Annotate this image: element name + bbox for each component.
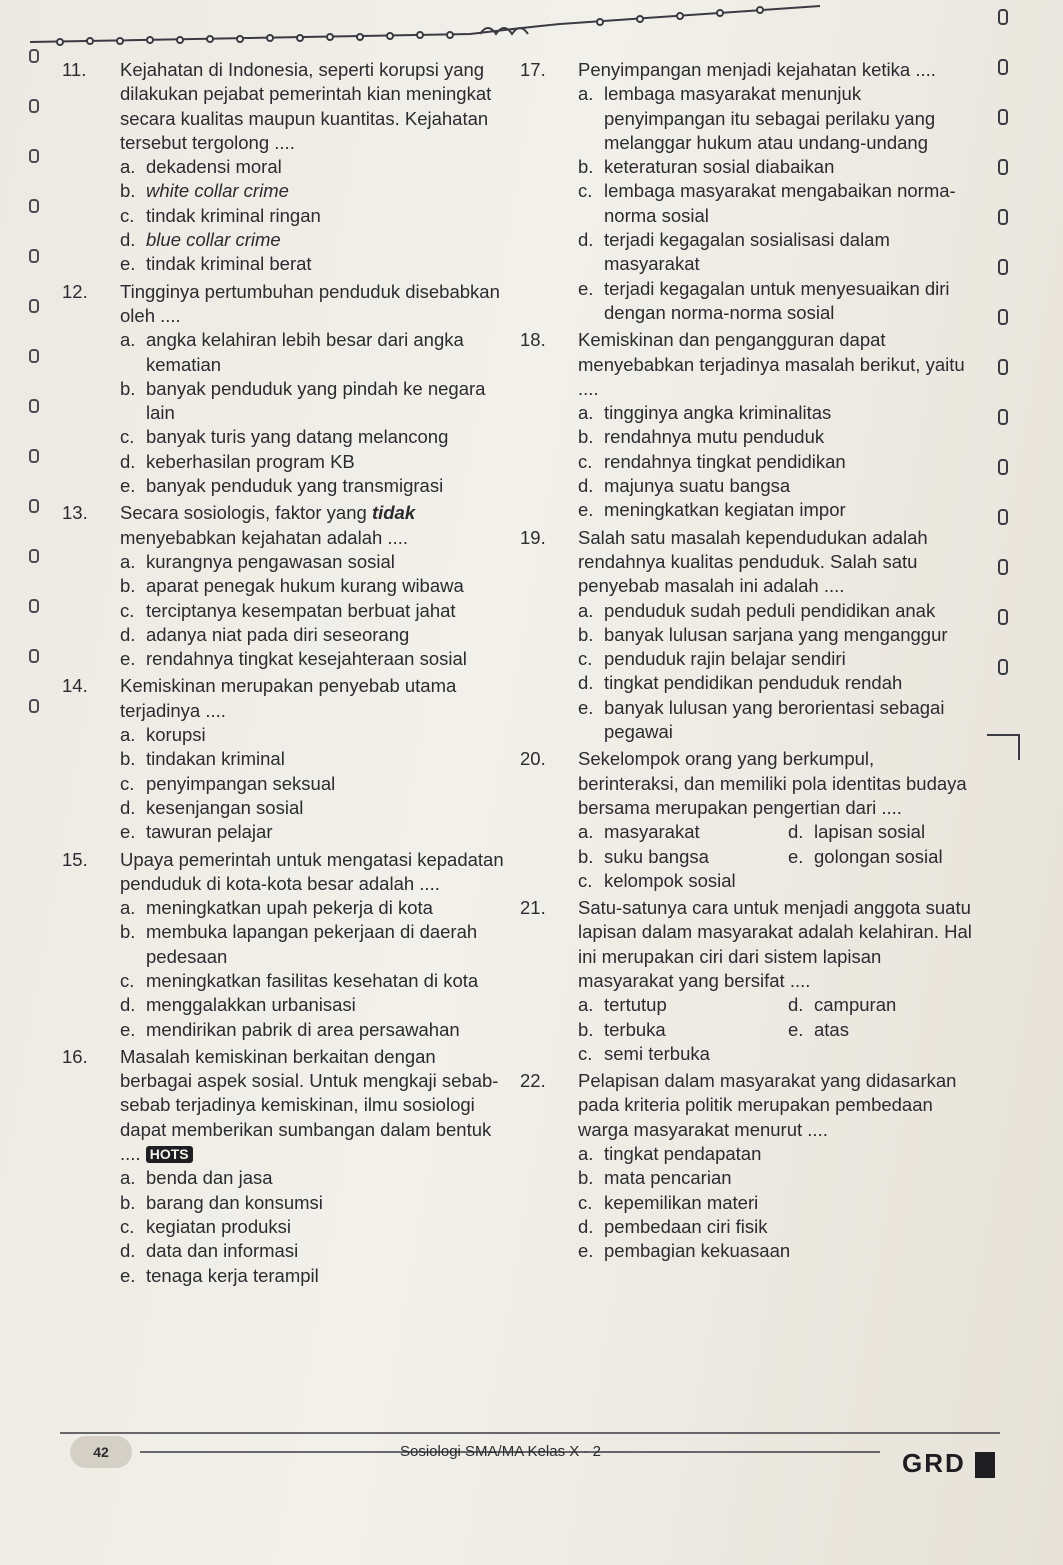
option-d[interactable]: d. kesenjangan sosial bbox=[120, 796, 304, 818]
option-e[interactable]: e. terjadi kegagalan untuk menyesuaikan diri dengan norma-norma sosial bbox=[578, 277, 950, 323]
option-b[interactable]: b. mata pencarian bbox=[578, 1167, 732, 1189]
question-number: 19. bbox=[520, 526, 546, 548]
question-21 bbox=[520, 896, 975, 1066]
option-e[interactable]: e. rendahnya tingkat kesejahteraan sosial bbox=[120, 648, 467, 670]
question-20 bbox=[520, 747, 975, 893]
option-b[interactable]: b. rendahnya mutu penduduk bbox=[578, 426, 825, 448]
option-e[interactable]: e. tindak kriminal berat bbox=[120, 253, 312, 275]
option-d[interactable]: d. menggalakkan urbanisasi bbox=[120, 994, 356, 1016]
option-c[interactable]: c. kegiatan produksi bbox=[120, 1215, 292, 1237]
question-stem: Kejahatan di Indonesia, seperti korupsi yang dilakukan pejabat pemerintah kian meningkat secara kualitas maupun kuantitas. Kejahatan tersebut tergolong .... bbox=[120, 59, 492, 153]
question-number: 11. bbox=[62, 59, 87, 80]
option-a[interactable]: a. tingginya angka kriminalitas bbox=[578, 402, 832, 424]
option-c[interactable]: c. kepemilikan materi bbox=[578, 1191, 759, 1213]
option-a[interactable]: a. tingkat pendapatan bbox=[578, 1143, 762, 1165]
question-stem: Sekelompok orang yang berkumpul, berinteraksi, dan memiliki pola identitas budaya bersama merupakan pengertian dari .... bbox=[578, 748, 967, 818]
question-number: 17. bbox=[520, 59, 546, 80]
option-a[interactable]: a. penduduk sudah peduli pendidikan anak bbox=[578, 599, 936, 621]
option-a[interactable]: a. tertutup bbox=[578, 994, 667, 1016]
question-16 bbox=[62, 1045, 507, 1288]
question-stem: Pelapisan dalam masyarakat yang didasarkan pada kriteria politik merupakan pembedaan warga masyarakat menurut .... bbox=[578, 1070, 957, 1140]
option-e[interactable]: e. meningkatkan kegiatan impor bbox=[578, 499, 846, 521]
option-a[interactable]: a. korupsi bbox=[120, 724, 206, 746]
option-d[interactable]: d. pembedaan ciri fisik bbox=[578, 1215, 768, 1237]
right-column bbox=[520, 58, 975, 1267]
option-b[interactable]: b. banyak penduduk yang pindah ke negara lain bbox=[120, 377, 486, 424]
question-stem: Upaya pemerintah untuk mengatasi kepadatan penduduk di kota-kota besar adalah .... bbox=[120, 848, 504, 894]
question-stem: Kemiskinan dan pengangguran dapat menyebabkan terjadinya masalah berikut, yaitu .... bbox=[578, 329, 965, 399]
question-stem: Satu-satunya cara untuk menjadi anggota suatu lapisan dalam masyarakat adalah kelahiran. Hal ini merupakan ciri dari sistem lapisan masyarakat yang bersifat .... bbox=[578, 897, 972, 991]
option-c[interactable]: c. meningkatkan fasilitas kesehatan di kota bbox=[120, 969, 479, 991]
option-b[interactable]: b. aparat penegak hukum kurang wibawa bbox=[120, 575, 464, 597]
publisher-logo: GRD bbox=[902, 1448, 966, 1478]
page-number: 42 bbox=[70, 1436, 132, 1468]
option-d[interactable]: d. campuran bbox=[788, 994, 897, 1016]
option-e[interactable]: e. pembagian kekuasaan bbox=[578, 1240, 791, 1262]
question-number: 18. bbox=[520, 329, 546, 351]
option-d[interactable]: d. tingkat pendidikan penduduk rendah bbox=[578, 672, 903, 694]
question-12 bbox=[62, 280, 507, 499]
question-15 bbox=[62, 848, 507, 1042]
option-b[interactable]: b. keteraturan sosial diabaikan bbox=[578, 156, 835, 178]
decorative-chain-border bbox=[0, 0, 1063, 60]
question-19 bbox=[520, 526, 975, 745]
question-22 bbox=[520, 1069, 975, 1263]
hots-badge: HOTS bbox=[146, 1146, 193, 1163]
option-c[interactable]: c. tindak kriminal ringan bbox=[120, 204, 321, 226]
question-number: 20. bbox=[520, 748, 546, 770]
option-b[interactable]: b. banyak lulusan sarjana yang menganggur bbox=[578, 623, 948, 645]
option-a[interactable]: a. masyarakat bbox=[578, 821, 700, 843]
question-number: 13. bbox=[62, 502, 88, 524]
option-e[interactable]: e. mendirikan pabrik di area persawahan bbox=[120, 1018, 460, 1040]
question-number: 12. bbox=[62, 280, 88, 302]
left-column bbox=[62, 58, 507, 1291]
option-c[interactable]: c. lembaga masyarakat mengabaikan norma-norma sosial bbox=[578, 180, 956, 226]
question-number: 16. bbox=[62, 1045, 88, 1067]
question-number: 14. bbox=[62, 675, 88, 697]
options-grid bbox=[578, 820, 975, 893]
question-stem: Secara sosiologis, faktor yang tidak menyebabkan kejahatan adalah .... bbox=[120, 502, 416, 548]
option-c[interactable]: c. terciptanya kesempatan berbuat jahat bbox=[120, 599, 456, 621]
question-17 bbox=[520, 58, 975, 325]
option-e[interactable]: e. tenaga kerja terampil bbox=[120, 1264, 319, 1286]
decorative-right-rings bbox=[983, 0, 1023, 760]
question-stem: Kemiskinan merupakan penyebab utama terjadinya .... bbox=[120, 675, 457, 721]
option-a[interactable]: a. angka kelahiran lebih besar dari angka kematian bbox=[120, 329, 464, 375]
question-stem: Masalah kemiskinan berkaitan dengan berbagai aspek sosial. Untuk mengkaji sebab-sebab terjadinya kemiskinan, ilmu sosiologi dapat memberikan sumbangan dalam bentuk .... HOTS bbox=[120, 1045, 499, 1165]
option-c[interactable]: c. banyak turis yang datang melancong bbox=[120, 426, 449, 448]
option-b[interactable]: b. tindakan kriminal bbox=[120, 748, 285, 770]
question-18 bbox=[520, 328, 975, 522]
question-number: 21. bbox=[520, 897, 546, 919]
question-number: 15. bbox=[62, 848, 88, 870]
question-stem: Penyimpangan menjadi kejahatan ketika .... bbox=[578, 59, 936, 80]
option-c[interactable]: c. kelompok sosial bbox=[578, 869, 736, 891]
option-c[interactable]: c. penyimpangan seksual bbox=[120, 772, 336, 794]
option-b[interactable]: b. white collar crime bbox=[120, 180, 289, 202]
question-11 bbox=[62, 58, 507, 277]
option-b[interactable]: b. suku bangsa bbox=[578, 845, 709, 867]
book-title: Sosiologi SMA/MA Kelas X - 2 bbox=[400, 1443, 601, 1460]
decorative-left-rings bbox=[20, 40, 50, 740]
question-14 bbox=[62, 674, 507, 844]
option-e[interactable]: e. atas bbox=[788, 1018, 849, 1040]
option-a[interactable]: a. lembaga masyarakat menunjuk penyimpangan itu sebagai perilaku yang melanggar hukum atau undang-undang bbox=[578, 83, 936, 153]
option-d[interactable]: d. blue collar crime bbox=[120, 229, 281, 251]
option-b[interactable]: b. membuka lapangan pekerjaan di daerah pedesaan bbox=[120, 921, 478, 967]
option-d[interactable]: d. data dan informasi bbox=[120, 1240, 299, 1262]
option-d[interactable]: d. terjadi kegagalan sosialisasi dalam masyarakat bbox=[578, 229, 890, 275]
option-e[interactable]: e. tawuran pelajar bbox=[120, 821, 273, 843]
option-b[interactable]: b. terbuka bbox=[578, 1018, 666, 1040]
option-c[interactable]: c. semi terbuka bbox=[578, 1042, 710, 1064]
option-a[interactable]: a. meningkatkan upah pekerja di kota bbox=[120, 897, 433, 919]
option-d[interactable]: d. lapisan sosial bbox=[788, 821, 926, 843]
option-e[interactable]: e. banyak penduduk yang transmigrasi bbox=[120, 475, 444, 497]
option-e[interactable]: e. banyak lulusan yang berorientasi sebagai pegawai bbox=[578, 696, 945, 743]
option-d[interactable]: d. adanya niat pada diri seseorang bbox=[120, 623, 410, 645]
publisher-logo-mark bbox=[975, 1452, 995, 1478]
option-b[interactable]: b. barang dan konsumsi bbox=[120, 1191, 323, 1213]
option-d[interactable]: d. majunya suatu bangsa bbox=[578, 475, 791, 497]
option-c[interactable]: c. penduduk rajin belajar sendiri bbox=[578, 648, 846, 670]
question-stem: Tingginya pertumbuhan penduduk disebabkan oleh .... bbox=[120, 280, 500, 326]
question-13 bbox=[62, 501, 507, 671]
options-grid bbox=[578, 993, 975, 1066]
option-a[interactable]: a. dekadensi moral bbox=[120, 156, 282, 178]
option-a[interactable]: a. benda dan jasa bbox=[120, 1167, 273, 1189]
option-d[interactable]: d. keberhasilan program KB bbox=[120, 450, 355, 472]
option-e[interactable]: e. golongan sosial bbox=[788, 845, 943, 867]
option-a[interactable]: a. kurangnya pengawasan sosial bbox=[120, 550, 395, 572]
question-stem: Salah satu masalah kependudukan adalah rendahnya kualitas penduduk. Salah satu penyebab masalah ini adalah .... bbox=[578, 526, 928, 597]
option-c[interactable]: c. rendahnya tingkat pendidikan bbox=[578, 450, 846, 472]
question-number: 22. bbox=[520, 1070, 546, 1092]
